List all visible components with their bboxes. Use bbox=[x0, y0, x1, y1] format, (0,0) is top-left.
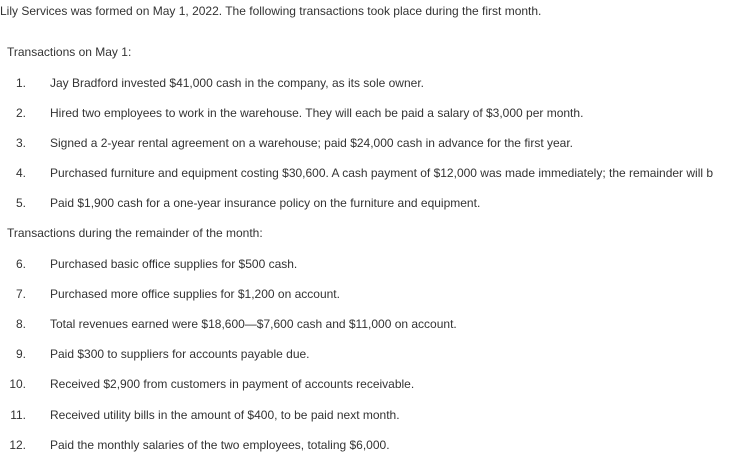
list-item bbox=[0, 438, 748, 454]
item-text: Signed a 2-year rental agreement on a warehouse; paid $24,000 cash in advance for the first year. bbox=[50, 136, 573, 150]
list-item bbox=[0, 347, 748, 363]
list-item bbox=[0, 287, 748, 303]
list-item bbox=[0, 408, 748, 424]
item-number: 4. bbox=[15, 166, 26, 180]
item-number: 12. bbox=[9, 438, 26, 452]
list-item bbox=[0, 317, 748, 333]
list-item bbox=[0, 377, 748, 393]
item-number: 11. bbox=[10, 408, 26, 422]
item-text: Purchased basic office supplies for $500 cash. bbox=[50, 257, 298, 271]
item-text: Purchased furniture and equipment costing $30,600. A cash payment of $12,000 was made immediately; the remainder will b bbox=[50, 166, 714, 180]
problem-intro: Lily Services was formed on May 1, 2022. The following transactions took place during the first month. bbox=[0, 4, 542, 18]
item-number: 1. bbox=[15, 76, 26, 90]
item-text: Total revenues earned were $18,600—$7,600 cash and $11,000 on account. bbox=[50, 317, 457, 331]
item-text: Paid $300 to suppliers for accounts payable due. bbox=[50, 347, 310, 361]
item-text: Paid $1,900 cash for a one-year insurance policy on the furniture and equipment. bbox=[50, 196, 481, 210]
list-item bbox=[0, 166, 748, 182]
item-number: 6. bbox=[15, 257, 26, 271]
list-item bbox=[0, 196, 748, 212]
item-number: 8. bbox=[15, 317, 26, 331]
item-text: Hired two employees to work in the warehouse. They will each be paid a salary of $3,000 per month. bbox=[50, 106, 584, 120]
item-number: 2. bbox=[15, 106, 26, 120]
item-text: Paid the monthly salaries of the two employees, totaling $6,000. bbox=[50, 438, 390, 452]
item-text: Purchased more office supplies for $1,200 on account. bbox=[50, 287, 340, 301]
item-number: 9. bbox=[15, 347, 26, 361]
item-text: Jay Bradford invested $41,000 cash in the company, as its sole owner. bbox=[50, 76, 424, 90]
list-item bbox=[0, 106, 748, 122]
item-number: 5. bbox=[15, 196, 26, 210]
section-heading-may-1: Transactions on May 1: bbox=[7, 45, 132, 59]
list-item bbox=[0, 136, 748, 152]
list-item bbox=[0, 257, 748, 273]
section-heading-remainder: Transactions during the remainder of the month: bbox=[7, 226, 263, 240]
item-text: Received $2,900 from customers in payment of accounts receivable. bbox=[50, 377, 415, 391]
item-number: 10. bbox=[9, 377, 26, 391]
item-number: 7. bbox=[15, 287, 26, 301]
item-text: Received utility bills in the amount of $400, to be paid next month. bbox=[50, 408, 400, 422]
list-item bbox=[0, 76, 748, 92]
item-number: 3. bbox=[15, 136, 26, 150]
